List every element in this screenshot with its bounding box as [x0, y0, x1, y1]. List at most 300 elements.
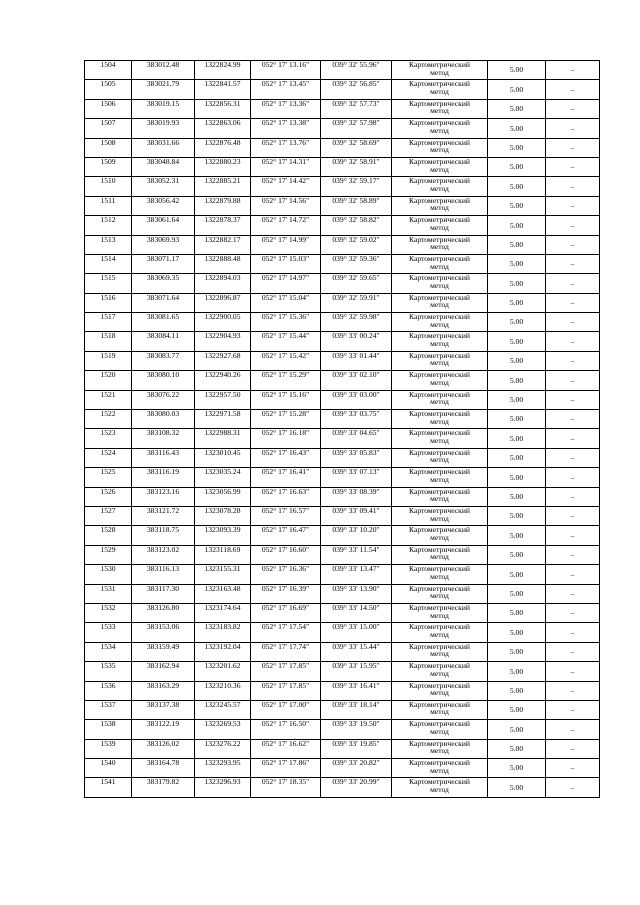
method-text-line: метод — [430, 183, 449, 193]
longitude-cell: 039° 33' 16.41" — [321, 681, 392, 700]
table-row — [85, 390, 600, 409]
coord-x-cell: 383117.30 — [132, 584, 195, 603]
point-number-cell: 1533 — [85, 623, 132, 642]
point-number-cell: 1535 — [85, 662, 132, 681]
accuracy-cell: 5.00 — [488, 429, 546, 448]
point-number-cell: 1517 — [85, 313, 132, 332]
table-row — [85, 681, 600, 700]
method-text-line: метод — [430, 765, 449, 775]
note-cell: – — [546, 177, 600, 196]
method-text-line: Картометрический — [409, 273, 470, 283]
method-text-line: Картометрический — [409, 642, 470, 651]
method-text-line: метод — [430, 629, 449, 639]
coord-y-cell: 1323155.31 — [195, 565, 251, 584]
note-cell: – — [546, 720, 600, 739]
accuracy-cell: 5.00 — [488, 700, 546, 719]
method-text-line: метод — [430, 145, 449, 155]
point-number-cell: 1530 — [85, 565, 132, 584]
longitude-cell: 039° 33' 00.24" — [321, 332, 392, 351]
method-cell — [392, 739, 488, 758]
method-cell — [392, 468, 488, 487]
table-row — [85, 196, 600, 215]
point-number-cell: 1513 — [85, 235, 132, 254]
longitude-cell: 039° 32' 57.98" — [321, 119, 392, 138]
method-text-line: метод — [430, 532, 449, 542]
point-number-cell: 1512 — [85, 216, 132, 235]
table-row — [85, 545, 600, 564]
latitude-cell: 052° 17' 17.54" — [251, 623, 321, 642]
coord-x-cell: 383071.17 — [132, 254, 195, 273]
coord-x-cell: 383071.64 — [132, 293, 195, 312]
coord-x-cell: 383179.82 — [132, 778, 195, 797]
table-row — [85, 623, 600, 642]
table-row — [85, 177, 600, 196]
note-cell: – — [546, 138, 600, 157]
latitude-cell: 052° 17' 16.41" — [251, 468, 321, 487]
latitude-cell: 052° 17' 16.57" — [251, 506, 321, 525]
point-number-cell: 1520 — [85, 371, 132, 390]
longitude-cell: 039° 32' 56.85" — [321, 80, 392, 99]
coord-y-cell: 1322824.99 — [195, 61, 251, 80]
accuracy-cell: 5.00 — [488, 410, 546, 429]
method-text-line: метод — [430, 513, 449, 523]
note-cell: – — [546, 157, 600, 176]
method-cell — [392, 293, 488, 312]
accuracy-cell: 5.00 — [488, 545, 546, 564]
method-cell — [392, 119, 488, 138]
longitude-cell: 039° 32' 59.98" — [321, 313, 392, 332]
coord-x-cell: 383076.22 — [132, 390, 195, 409]
longitude-cell: 039° 33' 07.13" — [321, 468, 392, 487]
table-row — [85, 410, 600, 429]
accuracy-cell: 5.00 — [488, 526, 546, 545]
note-cell: – — [546, 313, 600, 332]
coord-y-cell: 1322885.21 — [195, 177, 251, 196]
method-text-line: метод — [430, 164, 449, 174]
coord-x-cell: 383108.32 — [132, 429, 195, 448]
method-text-line: Картометрический — [409, 467, 470, 477]
coord-y-cell: 1322940.26 — [195, 371, 251, 390]
accuracy-cell: 5.00 — [488, 274, 546, 293]
method-cell — [392, 157, 488, 176]
accuracy-cell: 5.00 — [488, 371, 546, 390]
method-cell — [392, 487, 488, 506]
point-number-cell: 1524 — [85, 448, 132, 467]
table-row — [85, 429, 600, 448]
method-cell — [392, 778, 488, 797]
longitude-cell: 039° 33' 15.00" — [321, 623, 392, 642]
longitude-cell: 039° 32' 57.73" — [321, 99, 392, 118]
method-text-line: метод — [430, 688, 449, 698]
longitude-cell: 039° 32' 58.91" — [321, 157, 392, 176]
coord-x-cell: 383019.93 — [132, 119, 195, 138]
method-text-line: Картометрический — [409, 370, 470, 380]
method-text-line: Картометрический — [409, 622, 470, 632]
longitude-cell: 039° 33' 11.54" — [321, 545, 392, 564]
longitude-cell: 039° 33' 03.75" — [321, 410, 392, 429]
table-row — [85, 313, 600, 332]
coord-y-cell: 1323093.39 — [195, 526, 251, 545]
longitude-cell: 039° 33' 09.41" — [321, 506, 392, 525]
coord-y-cell: 1322927.68 — [195, 351, 251, 370]
method-cell — [392, 584, 488, 603]
note-cell: – — [546, 778, 600, 797]
longitude-cell: 039° 33' 03.00" — [321, 390, 392, 409]
longitude-cell: 039° 32' 59.36" — [321, 254, 392, 273]
accuracy-cell: 5.00 — [488, 390, 546, 409]
accuracy-cell: 5.00 — [488, 584, 546, 603]
coord-y-cell: 1322894.03 — [195, 274, 251, 293]
method-text-line: Картометрический — [409, 506, 470, 515]
coord-y-cell: 1322904.93 — [195, 332, 251, 351]
method-text-line: Картометрический — [409, 719, 470, 729]
longitude-cell: 039° 33' 13.90" — [321, 584, 392, 603]
longitude-cell: 039° 33' 19.50" — [321, 720, 392, 739]
point-number-cell: 1506 — [85, 99, 132, 118]
point-number-cell: 1536 — [85, 681, 132, 700]
accuracy-cell: 5.00 — [488, 351, 546, 370]
longitude-cell: 039° 32' 59.17" — [321, 177, 392, 196]
method-text-line: Картометрический — [409, 545, 470, 554]
coord-x-cell: 383084.11 — [132, 332, 195, 351]
point-number-cell: 1522 — [85, 410, 132, 429]
note-cell: – — [546, 448, 600, 467]
method-text-line: метод — [430, 106, 449, 116]
note-cell: – — [546, 390, 600, 409]
accuracy-cell: 5.00 — [488, 720, 546, 739]
note-cell: – — [546, 642, 600, 661]
method-text-line: Картометрический — [409, 428, 470, 438]
method-text-line: Картометрический — [409, 681, 470, 690]
note-cell: – — [546, 700, 600, 719]
method-text-line: Картометрический — [409, 351, 470, 360]
method-cell — [392, 332, 488, 351]
method-text-line: метод — [430, 242, 449, 252]
point-number-cell: 1516 — [85, 293, 132, 312]
point-number-cell: 1537 — [85, 700, 132, 719]
longitude-cell: 039° 33' 01.44" — [321, 351, 392, 370]
method-text-line: метод — [430, 319, 449, 329]
coord-x-cell: 383137.38 — [132, 700, 195, 719]
accuracy-cell: 5.00 — [488, 603, 546, 622]
latitude-cell: 052° 17' 17.85" — [251, 662, 321, 681]
coord-x-cell: 383019.15 — [132, 99, 195, 118]
accuracy-cell: 5.00 — [488, 61, 546, 80]
table-row — [85, 759, 600, 778]
method-cell — [392, 351, 488, 370]
coord-x-cell: 383056.42 — [132, 196, 195, 215]
latitude-cell: 052° 17' 15.16" — [251, 390, 321, 409]
latitude-cell: 052° 17' 16.47" — [251, 526, 321, 545]
method-cell — [392, 216, 488, 235]
coord-y-cell: 1323174.64 — [195, 603, 251, 622]
table-row — [85, 119, 600, 138]
latitude-cell: 052° 17' 14.42" — [251, 177, 321, 196]
table-row — [85, 274, 600, 293]
method-text-line: Картометрический — [409, 215, 470, 225]
accuracy-cell: 5.00 — [488, 157, 546, 176]
longitude-cell: 039° 33' 19.85" — [321, 739, 392, 758]
accuracy-cell: 5.00 — [488, 487, 546, 506]
coord-x-cell: 383121.72 — [132, 506, 195, 525]
point-number-cell: 1523 — [85, 429, 132, 448]
point-number-cell: 1508 — [85, 138, 132, 157]
table-row — [85, 216, 600, 235]
latitude-cell: 052° 17' 16.43" — [251, 448, 321, 467]
method-text-line: Картометрический — [409, 758, 470, 768]
method-text-line: метод — [430, 726, 449, 736]
longitude-cell: 039° 33' 18.14" — [321, 700, 392, 719]
method-cell — [392, 138, 488, 157]
accuracy-cell: 5.00 — [488, 196, 546, 215]
latitude-cell: 052° 17' 16.63" — [251, 487, 321, 506]
coord-x-cell: 383123.02 — [132, 545, 195, 564]
coord-x-cell: 383069.93 — [132, 235, 195, 254]
accuracy-cell: 5.00 — [488, 177, 546, 196]
latitude-cell: 052° 17' 15.29" — [251, 371, 321, 390]
latitude-cell: 052° 17' 15.36" — [251, 313, 321, 332]
table-row — [85, 700, 600, 719]
method-text-line: Картометрический — [409, 138, 470, 147]
table-row — [85, 642, 600, 661]
coord-y-cell: 1323293.95 — [195, 759, 251, 778]
method-cell — [392, 526, 488, 545]
point-number-cell: 1514 — [85, 254, 132, 273]
method-text-line: метод — [430, 377, 449, 387]
latitude-cell: 052° 17' 13.38" — [251, 119, 321, 138]
accuracy-cell: 5.00 — [488, 681, 546, 700]
coord-x-cell: 383031.66 — [132, 138, 195, 157]
latitude-cell: 052° 17' 17.85" — [251, 681, 321, 700]
coord-x-cell: 383080.10 — [132, 371, 195, 390]
table-row — [85, 371, 600, 390]
method-text-line: Картометрический — [409, 487, 470, 496]
note-cell: – — [546, 662, 600, 681]
coord-y-cell: 1322888.48 — [195, 254, 251, 273]
latitude-cell: 052° 17' 14.56" — [251, 196, 321, 215]
method-text-line: Картометрический — [409, 739, 470, 748]
note-cell: – — [546, 274, 600, 293]
method-text-line: метод — [430, 649, 449, 659]
method-text-line: Картометрический — [409, 331, 470, 341]
note-cell: – — [546, 487, 600, 506]
coord-y-cell: 1322882.17 — [195, 235, 251, 254]
method-text-line: Картометрический — [409, 603, 470, 612]
table-row — [85, 254, 600, 273]
coord-x-cell: 383080.03 — [132, 410, 195, 429]
method-cell — [392, 371, 488, 390]
coord-y-cell: 1322957.50 — [195, 390, 251, 409]
point-number-cell: 1510 — [85, 177, 132, 196]
method-text-line: Картометрический — [409, 777, 470, 787]
longitude-cell: 039° 33' 05.83" — [321, 448, 392, 467]
method-cell — [392, 506, 488, 525]
method-text-line: Картометрический — [409, 157, 470, 166]
note-cell: – — [546, 80, 600, 99]
table-row — [85, 99, 600, 118]
method-cell — [392, 681, 488, 700]
method-text-line: Картометрический — [409, 235, 470, 244]
note-cell: – — [546, 584, 600, 603]
method-cell — [392, 429, 488, 448]
coord-y-cell: 1322988.31 — [195, 429, 251, 448]
note-cell: – — [546, 293, 600, 312]
method-text-line: метод — [430, 707, 449, 717]
accuracy-cell: 5.00 — [488, 759, 546, 778]
coord-y-cell: 1323276.22 — [195, 739, 251, 758]
method-cell — [392, 759, 488, 778]
latitude-cell: 052° 17' 16.18" — [251, 429, 321, 448]
method-text-line: метод — [430, 552, 449, 562]
method-cell — [392, 603, 488, 622]
longitude-cell: 039° 33' 13.47" — [321, 565, 392, 584]
latitude-cell: 052° 17' 15.03" — [251, 254, 321, 273]
point-number-cell: 1534 — [85, 642, 132, 661]
method-text-line: Картометрический — [409, 564, 470, 574]
coord-x-cell: 383126.80 — [132, 603, 195, 622]
point-number-cell: 1531 — [85, 584, 132, 603]
method-cell — [392, 565, 488, 584]
method-text-line: Картометрический — [409, 525, 470, 535]
method-text-line: Картометрический — [409, 312, 470, 322]
latitude-cell: 052° 17' 15.44" — [251, 332, 321, 351]
coord-y-cell: 1322879.88 — [195, 196, 251, 215]
method-text-line: метод — [430, 591, 449, 601]
table-body — [85, 61, 600, 798]
longitude-cell: 039° 33' 02.10" — [321, 371, 392, 390]
longitude-cell: 039° 33' 08.39" — [321, 487, 392, 506]
method-cell — [392, 545, 488, 564]
method-cell — [392, 390, 488, 409]
method-text-line: Картометрический — [409, 700, 470, 709]
accuracy-cell: 5.00 — [488, 138, 546, 157]
table-row — [85, 487, 600, 506]
point-number-cell: 1519 — [85, 351, 132, 370]
latitude-cell: 052° 17' 13.76" — [251, 138, 321, 157]
table-row — [85, 778, 600, 797]
coord-x-cell: 383159.49 — [132, 642, 195, 661]
point-number-cell: 1511 — [85, 196, 132, 215]
accuracy-cell: 5.00 — [488, 778, 546, 797]
table-row — [85, 603, 600, 622]
method-text-line: метод — [430, 746, 449, 756]
accuracy-cell: 5.00 — [488, 293, 546, 312]
method-text-line: метод — [430, 416, 449, 426]
method-cell — [392, 99, 488, 118]
latitude-cell: 052° 17' 16.36" — [251, 565, 321, 584]
coord-x-cell: 383126.02 — [132, 739, 195, 758]
coord-y-cell: 1323269.53 — [195, 720, 251, 739]
coord-x-cell: 383116.19 — [132, 468, 195, 487]
coord-y-cell: 1322856.31 — [195, 99, 251, 118]
table-row — [85, 157, 600, 176]
note-cell: – — [546, 739, 600, 758]
latitude-cell: 052° 17' 17.74" — [251, 642, 321, 661]
method-text-line: Картометрический — [409, 661, 470, 671]
point-number-cell: 1540 — [85, 759, 132, 778]
method-text-line: Картометрический — [409, 254, 470, 263]
coord-x-cell: 383122.19 — [132, 720, 195, 739]
latitude-cell: 052° 17' 14.72" — [251, 216, 321, 235]
longitude-cell: 039° 33' 14.50" — [321, 603, 392, 622]
longitude-cell: 039° 32' 59.91" — [321, 293, 392, 312]
note-cell: – — [546, 681, 600, 700]
point-number-cell: 1526 — [85, 487, 132, 506]
coord-x-cell: 383164.78 — [132, 759, 195, 778]
method-text-line: Картометрический — [409, 99, 470, 108]
note-cell: – — [546, 235, 600, 254]
point-number-cell: 1515 — [85, 274, 132, 293]
table-row — [85, 506, 600, 525]
method-text-line: Картометрический — [409, 118, 470, 128]
table-row — [85, 448, 600, 467]
note-cell: – — [546, 99, 600, 118]
method-text-line: метод — [430, 280, 449, 290]
note-cell: – — [546, 351, 600, 370]
note-cell: – — [546, 332, 600, 351]
method-text-line: Картометрический — [409, 60, 470, 69]
point-number-cell: 1532 — [85, 603, 132, 622]
method-cell — [392, 177, 488, 196]
method-text-line: метод — [430, 339, 449, 349]
longitude-cell: 039° 32' 58.89" — [321, 196, 392, 215]
point-number-cell: 1505 — [85, 80, 132, 99]
table-row — [85, 468, 600, 487]
accuracy-cell: 5.00 — [488, 313, 546, 332]
method-cell — [392, 662, 488, 681]
note-cell: – — [546, 506, 600, 525]
method-text-line: метод — [430, 455, 449, 465]
longitude-cell: 039° 32' 59.65" — [321, 274, 392, 293]
table-row — [85, 565, 600, 584]
note-cell: – — [546, 196, 600, 215]
latitude-cell: 052° 17' 13.36" — [251, 99, 321, 118]
method-text-line: Картометрический — [409, 293, 470, 302]
table-row — [85, 293, 600, 312]
coord-y-cell: 1322896.87 — [195, 293, 251, 312]
accuracy-cell: 5.00 — [488, 119, 546, 138]
method-cell — [392, 642, 488, 661]
method-cell — [392, 235, 488, 254]
latitude-cell: 052° 17' 16.62" — [251, 739, 321, 758]
method-text-line: метод — [430, 300, 449, 310]
method-text-line: Картометрический — [409, 448, 470, 457]
method-text-line: Картометрический — [409, 196, 470, 205]
coord-y-cell: 1323296.93 — [195, 778, 251, 797]
method-text-line: метод — [430, 125, 449, 135]
coord-x-cell: 383081.65 — [132, 313, 195, 332]
table-row — [85, 739, 600, 758]
coord-y-cell: 1323163.48 — [195, 584, 251, 603]
point-number-cell: 1528 — [85, 526, 132, 545]
coord-y-cell: 1323210.36 — [195, 681, 251, 700]
longitude-cell: 039° 33' 15.95" — [321, 662, 392, 681]
longitude-cell: 039° 32' 58.82" — [321, 216, 392, 235]
method-text-line: метод — [430, 494, 449, 504]
longitude-cell: 039° 32' 59.02" — [321, 235, 392, 254]
coordinates-table — [84, 60, 600, 798]
method-text-line: Картометрический — [409, 176, 470, 186]
coord-y-cell: 1322971.58 — [195, 410, 251, 429]
method-cell — [392, 623, 488, 642]
coord-x-cell: 383021.79 — [132, 80, 195, 99]
coord-x-cell: 383061.64 — [132, 216, 195, 235]
point-number-cell: 1527 — [85, 506, 132, 525]
accuracy-cell: 5.00 — [488, 80, 546, 99]
latitude-cell: 052° 17' 15.04" — [251, 293, 321, 312]
method-text-line: Картометрический — [409, 409, 470, 419]
note-cell: – — [546, 410, 600, 429]
